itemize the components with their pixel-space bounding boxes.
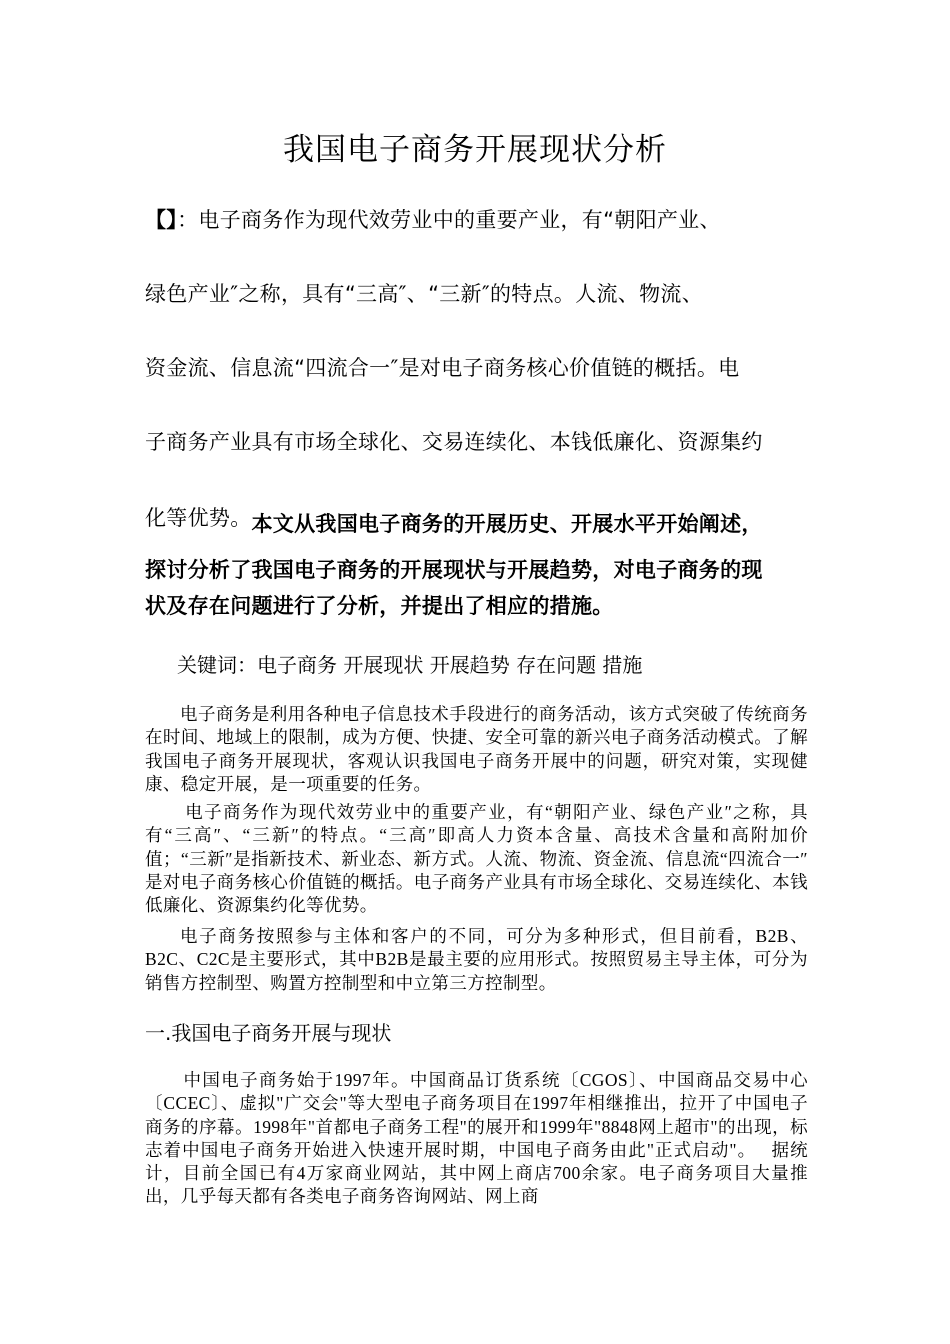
abstract-line-5 bbox=[145, 503, 815, 536]
keywords: 关键词：电子商务 开展现状 开展趋势 存在问题 措施 bbox=[177, 653, 643, 677]
abstract-text: 化等优势。 bbox=[145, 506, 252, 530]
abstract-line-6: 探讨分析了我国电子商务的开展现状与开展趋势，对电子商务的现 bbox=[145, 558, 763, 582]
abstract-summary-text: 本文从我国电子商务的开展历史、开展水平开始阐述， bbox=[251, 512, 763, 536]
body-paragraph: 电子商务作为现代效劳业中的重要产业，有“朝阳产业、绿色产业″之称，具有“三高″、“三新″的特点。“三高″即高人力资本含量、高技术含量和高附加价值；“三新″是指新技术、新业态、新方式。人流、物流、资金流、信息流“四流合一″是对电子商务核心价值链的概括。电子商务产业具有市场全球化、交易连续化、本钱低廉化、资源集约化等优势。 bbox=[145, 802, 808, 916]
body-paragraph: 电子商务按照参与主体和客户的不同，可分为多种形式，但目前看，B2B、B2C、C2C是主要形式，其中B2B是最主要的应用形式。按照贸易主导主体，可分为销售方控制型、购置方控制型和中立第三方控制型。 bbox=[145, 926, 808, 993]
section-heading: 一.我国电子商务开展与现状 bbox=[145, 1021, 392, 1045]
abstract-line-4: 子商务产业具有市场全球化、交易连续化、本钱低廉化、资源集约 bbox=[145, 430, 763, 454]
abstract-line-7: 状及存在问题进行了分析，并提出了相应的措施。 bbox=[145, 594, 614, 618]
abstract-label: 【】 bbox=[145, 208, 178, 232]
abstract-line-3: 资金流、信息流“四流合一″是对电子商务核心价值链的概括。电 bbox=[145, 356, 740, 380]
body-paragraph: 电子商务是利用各种电子信息技术手段进行的商务活动，该方式突破了传统商务在时间、地域上的限制，成为方便、快捷、安全可靠的新兴电子商务活动模式。了解我国电子商务开展现状，客观认识我国电子商务开展中的问题，研究对策，实现健康、稳定开展，是一项重要的任务。 bbox=[145, 704, 808, 794]
body-paragraph: 中国电子商务始于1997年。中国商品订货系统〔CGOS〕、中国商品交易中心〔CCEC〕、虚拟"广交会"等大型电子商务项目在1997年相继推出，拉开了中国电子商务的序幕。1998年"首都电子商务工程"的展开和1999年"8848网上超市"的出现，标志着中国电子商务开始进入快速开展时期，中国电子商务由此"正式启动"。 据统计，目前全国已有4万家商业网站，其中网上商店700余家。电子商务项目大量推出，几乎每天都有各类电子商务咨询网站、网上商 bbox=[145, 1070, 808, 1207]
abstract-line-1 bbox=[145, 205, 815, 235]
abstract-line-2: 绿色产业″之称，具有“三高″、“三新″的特点。人流、物流、 bbox=[145, 282, 703, 306]
document-title: 我国电子商务开展现状分析 bbox=[283, 132, 667, 168]
abstract-text: ：电子商务作为现代效劳业中的重要产业，有“朝阳产业、 bbox=[177, 208, 721, 232]
